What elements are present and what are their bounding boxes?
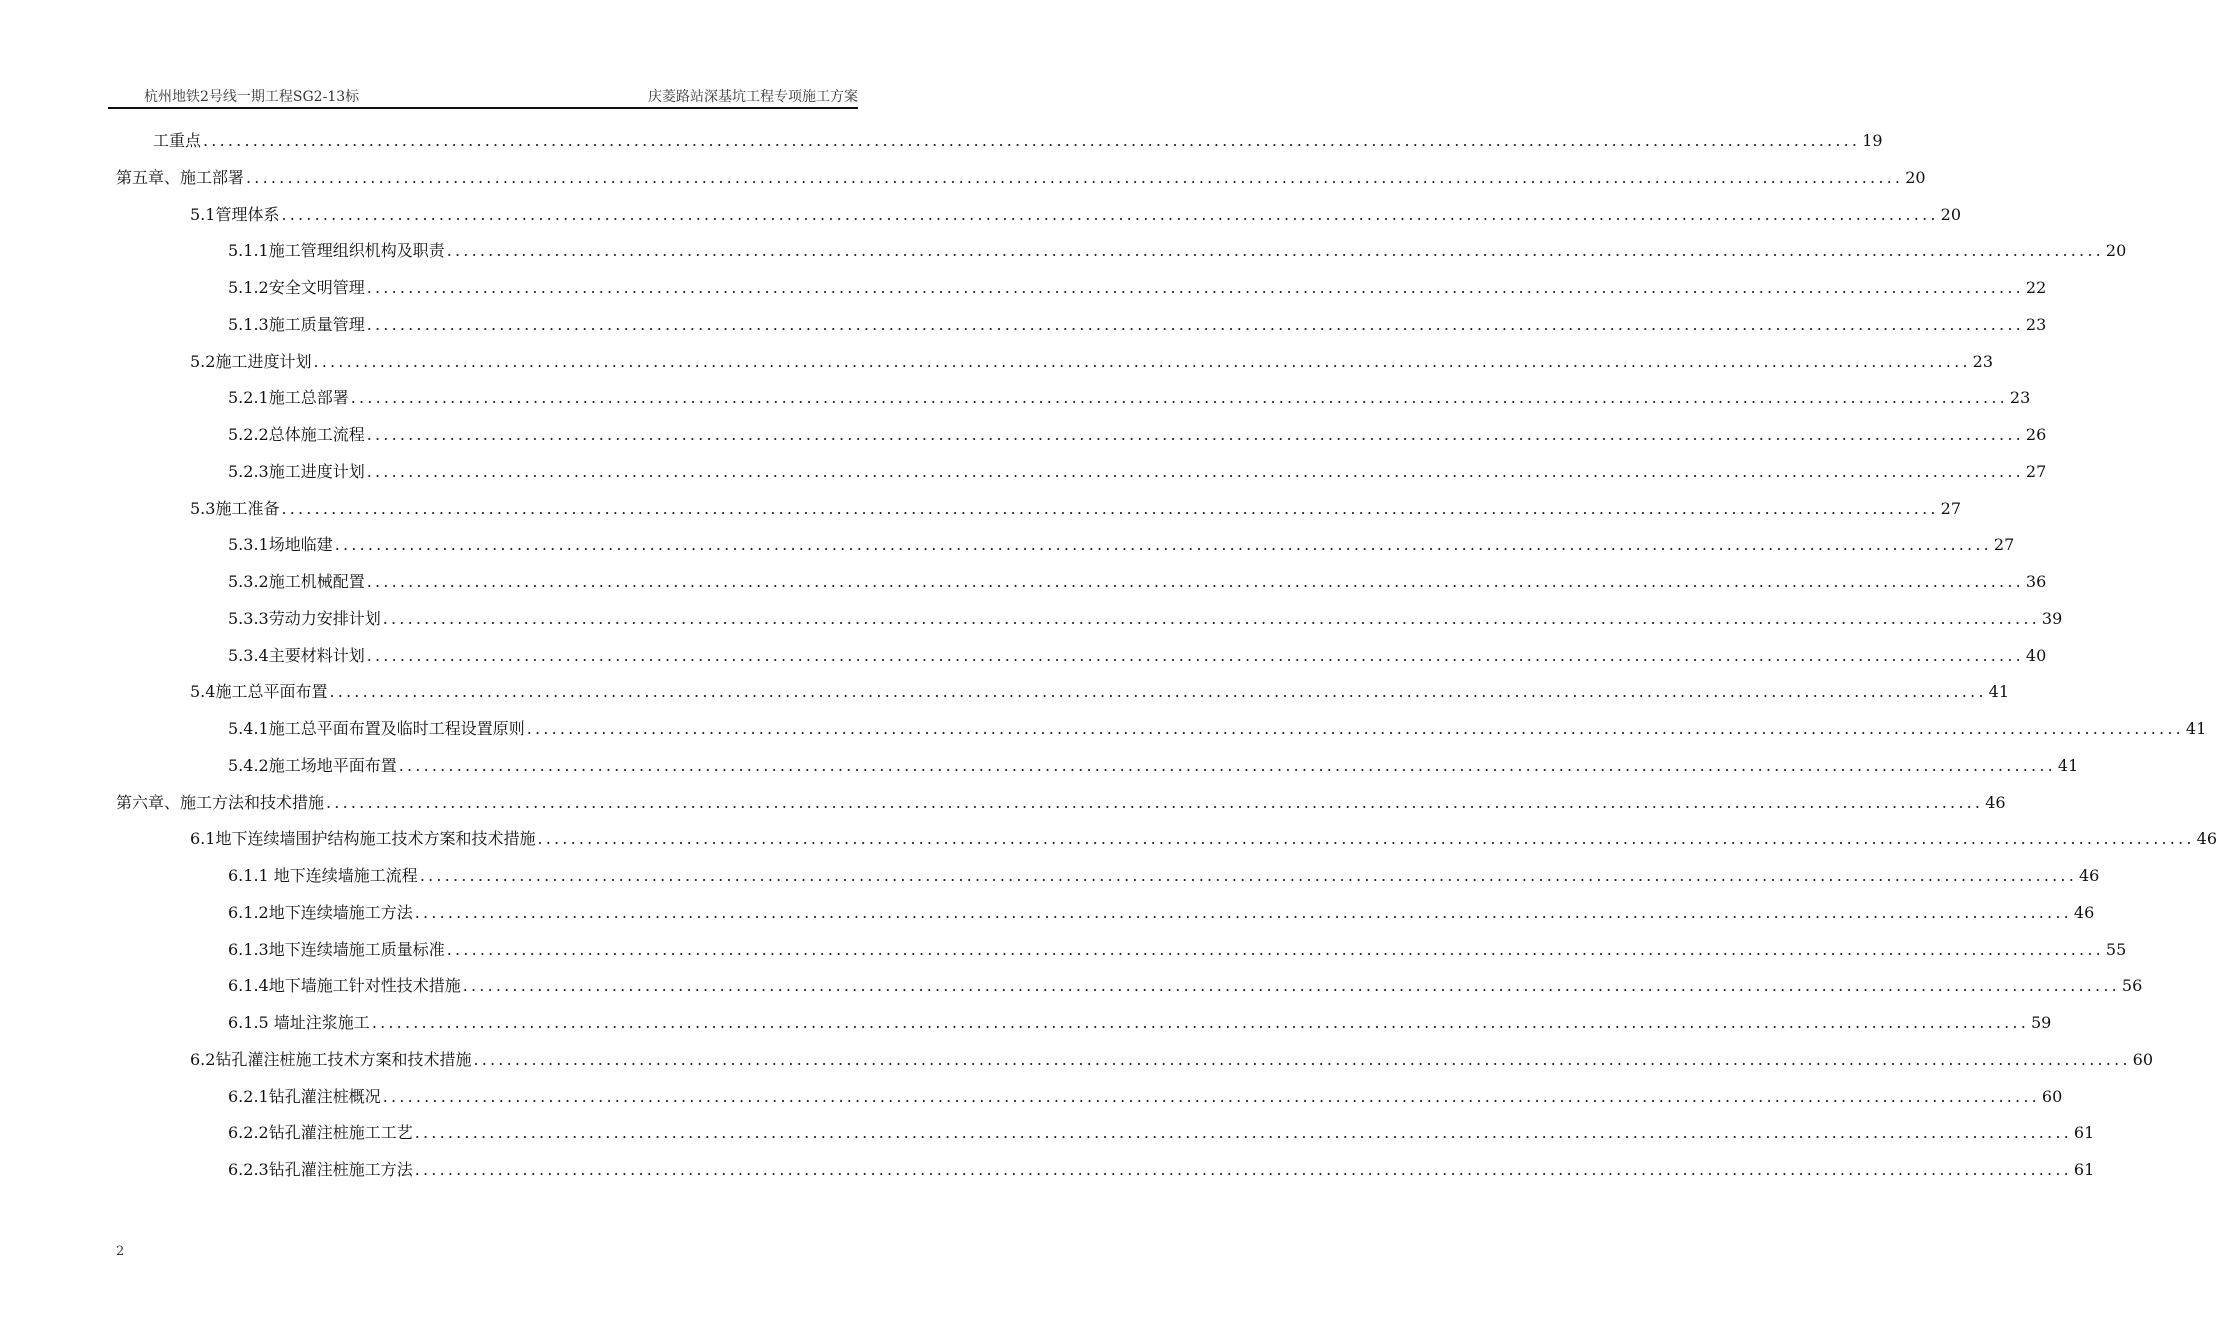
dot-leader: ........................................................................................................................................................................................................ [366, 572, 2024, 591]
toc-entry-page: 46 [2073, 902, 2095, 922]
toc-entry[interactable] [116, 937, 2127, 974]
toc-entry[interactable] [116, 312, 2047, 349]
toc-entry-page: 46 [1985, 792, 2006, 812]
header-document-title: 庆菱路站深基坑工程专项施工方案 [648, 89, 858, 105]
toc-entry-title: 5.3.2施工机械配置 [228, 572, 365, 591]
toc-entry-title: 5.2.1施工总部署 [228, 388, 349, 408]
toc-entry-title: 第五章、施工部署 [116, 167, 245, 187]
toc-entry-title: 5.4.2施工场地平面布置 [228, 755, 397, 775]
toc-entry-title: 5.1管理体系 [190, 204, 280, 224]
toc-entry-title: 5.4施工总平面布置 [190, 682, 328, 702]
dot-leader: ........................................................................................................................................................................................................ [281, 204, 1939, 224]
header-project-name: 杭州地铁2号线一期工程SG2-13标 [144, 89, 360, 105]
dot-leader: ........................................................................................................................................................................................................ [366, 425, 2024, 444]
toc-entry-page: 59 [2031, 1013, 2052, 1032]
toc-entry-title: 5.1.3施工质量管理 [228, 314, 365, 334]
toc-entry-page: 20 [2105, 241, 2127, 261]
header-divider [108, 107, 858, 109]
toc-entry-title: 5.3施工准备 [190, 498, 280, 518]
toc-entry[interactable] [116, 716, 2207, 753]
toc-entry-title: 6.2.1钻孔灌注桩概况 [228, 1086, 381, 1106]
dot-leader: ........................................................................................................................................................................................................ [414, 1123, 2072, 1143]
dot-leader: ........................................................................................................................................................................................................ [446, 241, 2104, 261]
toc-entry-page: 23 [1972, 351, 1993, 371]
dot-leader: ........................................................................................................................................................................................................ [281, 498, 1939, 518]
toc-entry[interactable] [116, 385, 2031, 422]
toc-entry-title: 工重点 [153, 131, 202, 150]
toc-entry[interactable] [116, 643, 2047, 680]
toc-entry-title: 6.1.1 地下连续墙施工流程 [228, 866, 418, 885]
toc-entry[interactable] [116, 422, 2047, 459]
toc-entry-title: 5.3.4主要材料计划 [228, 645, 365, 665]
toc-entry-title: 6.2.3钻孔灌注桩施工方法 [228, 1160, 413, 1179]
toc-entry-page: 27 [1940, 498, 1961, 518]
page-header [116, 84, 858, 106]
dot-leader: ........................................................................................................................................................................................................ [398, 755, 2056, 775]
toc-entry-page: 20 [1940, 204, 1961, 224]
toc-entry-title: 5.4.1施工总平面布置及临时工程设置原则 [228, 719, 525, 738]
toc-entry-page: 40 [2025, 645, 2047, 665]
dot-leader: ........................................................................................................................................................................................................ [334, 535, 1992, 555]
toc-entry-title: 6.2钻孔灌注桩施工技术方案和技术措施 [190, 1049, 472, 1069]
dot-leader: ........................................................................................................................................................................................................ [329, 682, 1987, 702]
toc-entry-page: 36 [2025, 572, 2047, 591]
toc-entry[interactable] [116, 349, 1993, 386]
toc-entry[interactable] [116, 532, 2015, 569]
toc-entry-page: 19 [1862, 131, 1883, 150]
toc-entry[interactable] [116, 202, 1961, 239]
toc-entry-title: 5.1.1施工管理组织机构及职责 [228, 241, 445, 261]
toc-entry-page: 60 [2132, 1049, 2153, 1069]
toc-entry[interactable] [116, 826, 2217, 863]
toc-entry[interactable] [116, 165, 1926, 202]
toc-entry-title: 第六章、施工方法和技术措施 [116, 792, 325, 812]
toc-entry[interactable] [116, 128, 1883, 165]
toc-entry[interactable] [116, 753, 2079, 790]
toc-entry[interactable] [116, 1084, 2063, 1121]
dot-leader: ........................................................................................................................................................................................................ [473, 1049, 2131, 1069]
toc-entry-page: 26 [2025, 425, 2047, 444]
toc-entry[interactable] [116, 790, 2006, 827]
toc-entry[interactable] [116, 1120, 2095, 1157]
dot-leader: ........................................................................................................................................................................................................ [537, 829, 2195, 849]
toc-entry-page: 41 [2057, 755, 2079, 775]
toc-entry[interactable] [116, 606, 2063, 643]
toc-entry-page: 61 [2073, 1160, 2095, 1179]
toc-entry[interactable] [116, 238, 2127, 275]
toc-entry-title: 6.1.4地下墙施工针对性技术措施 [228, 976, 461, 996]
toc-entry[interactable] [116, 679, 2009, 716]
toc-entry[interactable] [116, 1010, 2052, 1047]
toc-entry-page: 46 [2079, 866, 2100, 885]
toc-entry-title: 5.1.2安全文明管理 [228, 278, 365, 297]
dot-leader: ........................................................................................................................................................................................................ [446, 939, 2104, 959]
dot-leader: ........................................................................................................................................................................................................ [350, 388, 2008, 408]
dot-leader: ........................................................................................................................................................................................................ [366, 278, 2024, 297]
toc-entry[interactable] [116, 863, 2100, 900]
toc-entry-page: 27 [2025, 461, 2047, 481]
toc-entry-page: 39 [2041, 608, 2063, 628]
toc-entry-title: 6.1.5 墙址注浆施工 [228, 1013, 370, 1032]
toc-entry[interactable] [116, 569, 2047, 606]
toc-entry-page: 55 [2105, 939, 2127, 959]
toc-entry-page: 23 [2009, 388, 2031, 408]
dot-leader: ........................................................................................................................................................................................................ [203, 131, 1861, 150]
toc-entry[interactable] [116, 973, 2143, 1010]
toc-entry-title: 6.1.3地下连续墙施工质量标准 [228, 939, 445, 959]
toc-entry-title: 6.2.2钻孔灌注桩施工工艺 [228, 1123, 413, 1143]
page-number: 2 [116, 1244, 125, 1259]
dot-leader: ........................................................................................................................................................................................................ [382, 608, 2040, 628]
toc-entry-title: 5.3.3劳动力安排计划 [228, 608, 381, 628]
toc-entry-page: 46 [2196, 829, 2217, 849]
toc-entry-title: 6.1.2地下连续墙施工方法 [228, 902, 413, 922]
dot-leader: ........................................................................................................................................................................................................ [414, 902, 2072, 922]
dot-leader: ........................................................................................................................................................................................................ [326, 792, 1984, 812]
dot-leader: ........................................................................................................................................................................................................ [313, 351, 1971, 371]
toc-entry-page: 56 [2121, 976, 2143, 996]
dot-leader: ........................................................................................................................................................................................................ [366, 461, 2024, 481]
toc-entry-page: 23 [2025, 314, 2047, 334]
toc-entry-page: 61 [2073, 1123, 2095, 1143]
toc-entry-title: 5.2施工进度计划 [190, 351, 312, 371]
dot-leader: ........................................................................................................................................................................................................ [414, 1160, 2072, 1179]
toc-entry-title: 6.1地下连续墙围护结构施工技术方案和技术措施 [190, 829, 536, 849]
toc-entry-page: 60 [2041, 1086, 2063, 1106]
dot-leader: ........................................................................................................................................................................................................ [371, 1013, 2029, 1032]
dot-leader: ........................................................................................................................................................................................................ [366, 314, 2024, 334]
toc-entry[interactable] [116, 1157, 2095, 1194]
dot-leader: ........................................................................................................................................................................................................ [526, 719, 2184, 738]
toc-entry-page: 27 [1993, 535, 2015, 555]
toc-entry[interactable] [116, 459, 2047, 496]
dot-leader: ........................................................................................................................................................................................................ [246, 167, 1904, 187]
table-of-contents [116, 128, 2217, 1194]
toc-entry[interactable] [116, 496, 1961, 533]
dot-leader: ........................................................................................................................................................................................................ [462, 976, 2120, 996]
toc-entry[interactable] [116, 275, 2047, 312]
toc-entry-page: 20 [1905, 167, 1926, 187]
toc-entry-title: 5.2.3施工进度计划 [228, 461, 365, 481]
dot-leader: ........................................................................................................................................................................................................ [419, 866, 2077, 885]
toc-entry-title: 5.2.2总体施工流程 [228, 425, 365, 444]
toc-entry-title: 5.3.1场地临建 [228, 535, 333, 555]
toc-entry[interactable] [116, 1047, 2153, 1084]
toc-entry-page: 41 [2185, 719, 2207, 738]
toc-entry-page: 41 [1988, 682, 2009, 702]
dot-leader: ........................................................................................................................................................................................................ [366, 645, 2024, 665]
toc-entry[interactable] [116, 900, 2095, 937]
dot-leader: ........................................................................................................................................................................................................ [382, 1086, 2040, 1106]
toc-entry-page: 22 [2025, 278, 2047, 297]
